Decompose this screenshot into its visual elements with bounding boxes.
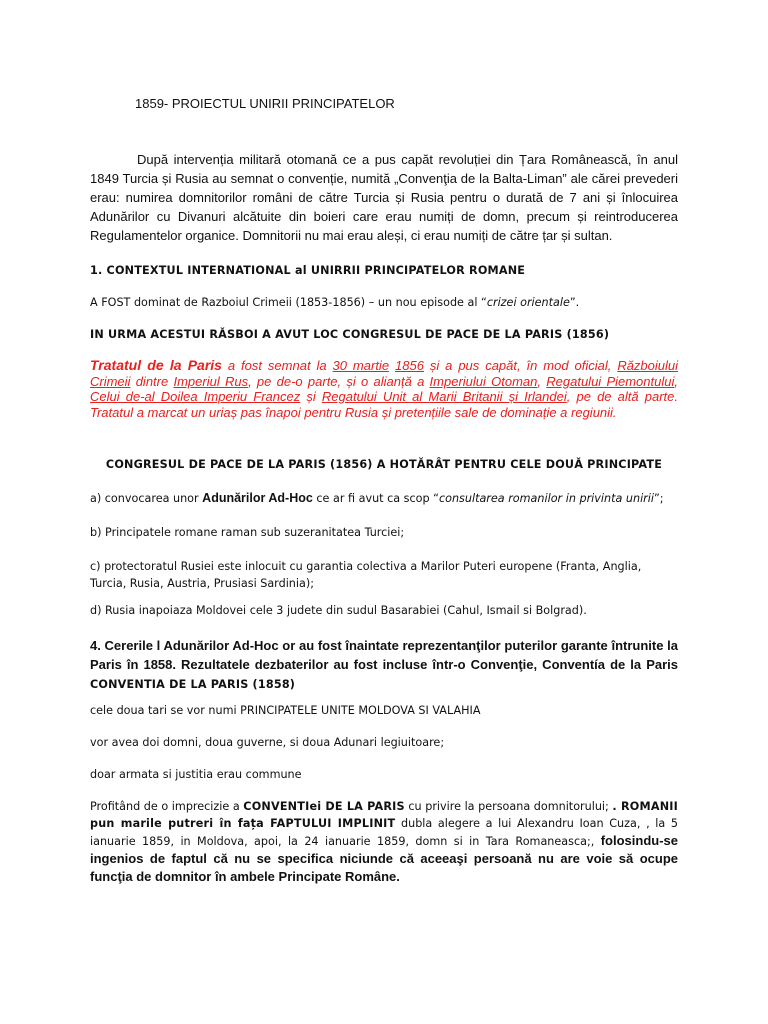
document-title: 1859- PROIECTUL UNIRII PRINCIPATELOR	[135, 96, 395, 111]
link-imperiul-rus[interactable]: Imperiul Rus	[173, 373, 249, 389]
convention-point-3: doar armata si justitia erau commune	[90, 768, 302, 781]
congress-decisions-heading: CONGRESUL DE PACE DE LA PARIS (1856) A HOTĂRÂT PENTRU CELE DOUĂ PRINCIPATE	[105, 458, 663, 471]
link-imperiul-otoman[interactable]: Imperiului Otoman	[429, 373, 538, 389]
convention-point-2: vor avea doi domni, doua guverne, si doua Adunari legiuitoare;	[90, 736, 445, 749]
convention-point-1: cele doua tari se vor numi PRINCIPATELE UNITE MOLDOVA SI VALAHIA	[90, 704, 481, 717]
link-1856[interactable]: 1856	[395, 358, 424, 373]
paris-congress-heading: IN URMA ACESTUI RĂSBOI A AVUT LOC CONGRESUL DE PACE DE LA PARIS (1856)	[90, 328, 610, 341]
decision-item-d: d) Rusia inapoiaza Moldovei cele 3 judete din sudul Basarabiei (Cahul, Ismail si Bolgrad).	[90, 604, 587, 617]
intro-paragraph: După intervenția militară otomană ce a pus capăt revoluției din Țara Românească, în anul 1849 Turcia și Rusia au semnat o convenție, numită „Convenţia de la Balta-Liman” ale cărei prevederi erau: numirea domnitorilor români de către Turcia și Rusia pentru o durată de 7 ani și înlocuirea Adunărilor cu Divanuri alcătuite din boieri care erau numiți de domn, precum și reintroducerea Regulamentelor organice. Domnitorii nu mai erau aleși, ci erau numiți de către țar și sultan.	[90, 152, 678, 243]
link-regatul-piemontului[interactable]: Regatului Piemontului	[546, 373, 675, 389]
link-regatul-unit[interactable]: Regatului Unit al Marii Britanii și Irlandei	[321, 389, 567, 404]
crimean-war-paragraph: A FOST dominat de Razboiul Crimeii (1853-1856) – un nou episode al “crizei orientale”.	[90, 296, 580, 309]
decision-item-c: c) protectoratul Rusiei este inlocuit cu garantia colectiva a Marilor Puteri europene (Franta, Anglia, Turcia, Rusia, Austria, Prusiasi Sardinia);	[90, 560, 642, 590]
treaty-paragraph: Tratatul de la Paris a fost semnat la 30 martie 1856 și a pus capăt, în mod oficial, Războiului Crimeii dintre Imperiul Rus, pe de-o parte, și o alianță a Imperiului Otoman, Regatului Piemontului, Celui de-al Doilea Imperiu Francez și Regatului Unit al Marii Britanii și Irlandei, pe de altă parte. Tratatul a marcat un uriaș pas înapoi pentru Rusia și pretențiile sale de dominație a regiunii.	[90, 357, 679, 420]
section1-heading: 1. CONTEXTUL INTERNATIONAL al UNIRRII PRINCIPATELOR ROMANE	[90, 264, 526, 277]
decision-item-a: a) convocarea unor Adunărilor Ad-Hoc ce ar fi avut ca scop “consultarea romanilor in privinta unirii”;	[90, 491, 664, 505]
link-razboiul-crimeii[interactable]: Războiului Crimeii	[90, 358, 679, 389]
link-imperiul-francez[interactable]: Celui de-al Doilea Imperiu Francez	[90, 389, 301, 404]
section4-paragraph: 4. Cererile l Adunărilor Ad-Hoc or au fost înaintate reprezentanţilor puterilor garante întrunite la Paris în 1858. Rezultatele dezbaterilor au fost incluse într-o Convenţie, Conventía de la Paris CONVENTIA DE LA PARIS (1858)	[90, 638, 678, 691]
decision-item-b: b) Principatele romane raman sub suzeranitatea Turciei;	[90, 526, 405, 539]
link-30-martie[interactable]: 30 martie	[332, 358, 390, 373]
final-paragraph: Profitând de o imprecizie a CONVENTIei DE LA PARIS cu privire la persoana domnitorului; . ROMANII pun marile putreri în fața FAPTULUI IMPLINIT dubla alegere a lui Alexandru Ioan Cuza, , la 5 ianuarie 1859, in Moldova, apoi, la 24 ianuarie 1859, domn si in Tara Romaneasca;, folosindu-se ingenios de faptul că nu se specifica niciunde că aceeaşi persoană nu are voie să ocupe funcţia de domnitor în ambele Principate Române.	[90, 800, 678, 884]
